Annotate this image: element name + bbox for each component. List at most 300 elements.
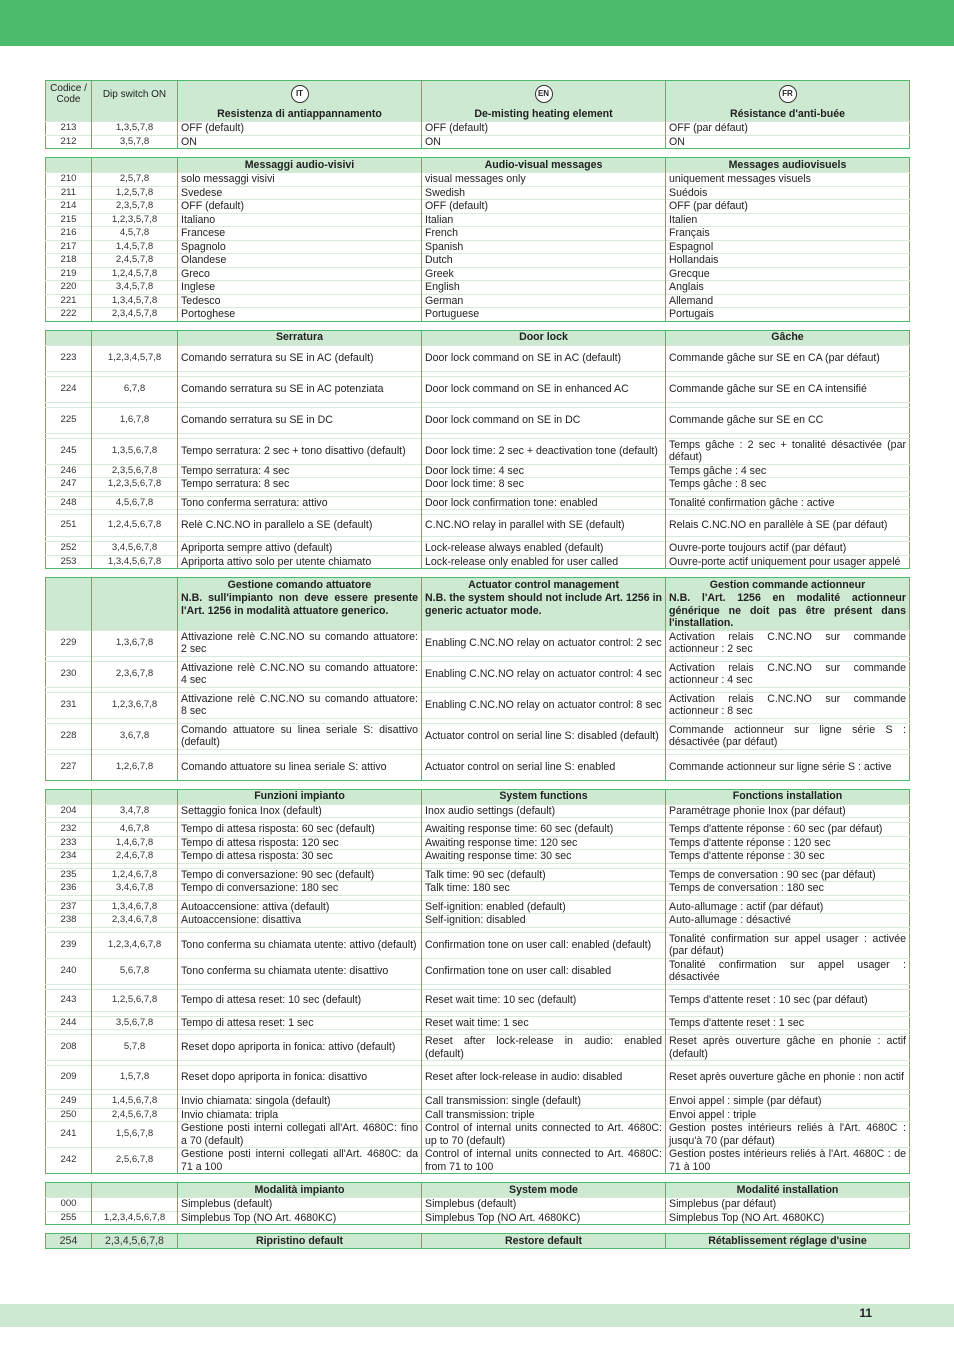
row-text-fr: Tonalité confirmation gâche : active xyxy=(666,496,910,510)
french-column-header xyxy=(666,81,910,108)
row-text-en: Call transmission: triple xyxy=(422,1108,666,1122)
row-text-it: Comando serratura su SE in DC xyxy=(178,407,422,433)
row-code: 247 xyxy=(46,478,92,492)
row-text-it: Tono conferma serratura: attivo xyxy=(178,496,422,510)
row-dip-switch: 1,2,4,6,7,8 xyxy=(92,868,178,882)
row-text-fr: Envoi appel : triple xyxy=(666,1108,910,1122)
row-text-en: Simplebus Top (NO Art. 4680KC) xyxy=(422,1211,666,1225)
table-row xyxy=(46,542,910,556)
row-dip-switch: 4,5,6,7,8 xyxy=(92,496,178,510)
row-text-it: Attivazione relè C.NC.NO su comando attuatore: 2 sec xyxy=(178,630,422,656)
row-text-en: Door lock command on SE in DC xyxy=(422,407,666,433)
table-row xyxy=(46,294,910,308)
section-title-row xyxy=(46,330,910,345)
row-text-it: Portoghese xyxy=(178,308,422,322)
row-text-it: Apriporta attivo solo per utente chiamato xyxy=(178,555,422,569)
row-text-en: Italian xyxy=(422,213,666,227)
row-text-it: Reset dopo apriporta in fonica: attivo (default) xyxy=(178,1035,422,1061)
row-dip-switch: 1,2,3,4,5,7,8 xyxy=(92,345,178,371)
row-text-en: Talk time: 90 sec (default) xyxy=(422,868,666,882)
section-dip-spacer xyxy=(92,107,178,122)
english-column-header xyxy=(422,81,666,108)
row-text-en: C.NC.NO relay in parallel with SE (default) xyxy=(422,515,666,537)
section-title-row xyxy=(46,158,910,173)
row-text-it: Spagnolo xyxy=(178,240,422,254)
row-text-en: Actuator control on serial line S: enabled xyxy=(422,754,666,780)
row-text-fr: Activation relais C.NC.NO sur commande actionneur : 8 sec xyxy=(666,692,910,718)
section-code-spacer xyxy=(46,1183,92,1198)
row-text-it: Tempo di conversazione: 180 sec xyxy=(178,882,422,896)
row-text-en: Call transmission: single (default) xyxy=(422,1095,666,1109)
row-code: 229 xyxy=(46,630,92,656)
section-code-spacer xyxy=(46,789,92,804)
table-row xyxy=(46,989,910,1011)
row-text-fr: Tonalité confirmation sur appel usager : activée (par défaut) xyxy=(666,932,910,958)
section-title-it: Resistenza di antiappannamento xyxy=(178,107,422,122)
row-code: 239 xyxy=(46,932,92,958)
row-dip-switch: 1,2,3,5,7,8 xyxy=(92,213,178,227)
row-dip-switch: 1,2,5,7,8 xyxy=(92,186,178,200)
row-text-fr: Temps d'attente réponse : 60 sec (par défaut) xyxy=(666,823,910,837)
row-dip-switch: 4,6,7,8 xyxy=(92,823,178,837)
note-code-spacer xyxy=(46,592,92,630)
note-dip-spacer xyxy=(92,592,178,630)
table-row xyxy=(46,882,910,896)
row-dip-switch: 5,6,7,8 xyxy=(92,958,178,984)
row-text-it: Gestione posti interni collegati all'Art. 4680C: da 71 a 100 xyxy=(178,1148,422,1174)
sections-container xyxy=(45,107,909,1225)
row-text-it: Tedesco xyxy=(178,294,422,308)
table-row xyxy=(46,438,910,464)
row-text-it: Tono conferma su chiamata utente: disattivo xyxy=(178,958,422,984)
row-dip-switch: 2,4,6,7,8 xyxy=(92,850,178,864)
row-code: 212 xyxy=(46,135,92,149)
row-text-en: Door lock time: 2 sec + deactivation tone (default) xyxy=(422,438,666,464)
row-text-fr: Ouvre-porte toujours actif (par défaut) xyxy=(666,542,910,556)
row-text-en: Inox audio settings (default) xyxy=(422,804,666,818)
row-text-it: Invio chiamata: tripla xyxy=(178,1108,422,1122)
row-text-fr: Hollandais xyxy=(666,254,910,268)
row-text-en: Awaiting response time: 30 sec xyxy=(422,850,666,864)
row-text-it: Tempo di conversazione: 90 sec (default) xyxy=(178,868,422,882)
row-dip-switch: 1,2,3,5,6,7,8 xyxy=(92,478,178,492)
row-code: 220 xyxy=(46,281,92,295)
row-text-it: Simplebus (default) xyxy=(178,1198,422,1212)
row-text-en: Door lock command on SE in enhanced AC xyxy=(422,376,666,402)
row-code: 245 xyxy=(46,438,92,464)
table-row xyxy=(46,661,910,687)
row-text-fr: ON xyxy=(666,135,910,149)
row-code: 217 xyxy=(46,240,92,254)
dip-column-header: Dip switch ON xyxy=(92,81,178,108)
table-row xyxy=(46,227,910,241)
table-row xyxy=(46,308,910,322)
row-text-fr: Commande actionneur sur ligne série S : désactivée (par défaut) xyxy=(666,723,910,749)
row-text-en: Confirmation tone on user call: disabled xyxy=(422,958,666,984)
row-code: 227 xyxy=(46,754,92,780)
row-code: 231 xyxy=(46,692,92,718)
row-text-fr: Auto-allumage : actif (par défaut) xyxy=(666,900,910,914)
row-text-fr: Suédois xyxy=(666,186,910,200)
table-row xyxy=(46,464,910,478)
table-row xyxy=(46,1198,910,1212)
row-text-en: Awaiting response time: 60 sec (default) xyxy=(422,823,666,837)
row-code: 214 xyxy=(46,200,92,214)
row-dip-switch: 1,3,6,7,8 xyxy=(92,630,178,656)
section-dip-spacer xyxy=(92,1183,178,1198)
row-code: 204 xyxy=(46,804,92,818)
row-text-it: Tempo di attesa risposta: 120 sec xyxy=(178,836,422,850)
section-title-row xyxy=(46,1183,910,1198)
row-text-en: English xyxy=(422,281,666,295)
row-text-fr: Relais C.NC.NO en parallèle à SE (par défaut) xyxy=(666,515,910,537)
section-code-spacer xyxy=(46,578,92,593)
section-note-it: N.B. sull'impianto non deve essere presente l'Art. 1256 in modalità attuatore generico. xyxy=(178,592,422,630)
settings-section-table xyxy=(45,330,910,570)
reset-fr: Rétablissement réglage d'usine xyxy=(666,1234,910,1249)
row-text-it: Autoaccensione: disattiva xyxy=(178,914,422,928)
section-title-fr: Fonctions installation xyxy=(666,789,910,804)
row-text-fr: Reset après ouverture gâche en phonie : non actif xyxy=(666,1066,910,1090)
row-dip-switch: 1,3,4,6,7,8 xyxy=(92,900,178,914)
section-title-it: Modalità impianto xyxy=(178,1183,422,1198)
section-dip-spacer xyxy=(92,158,178,173)
row-text-fr: Activation relais C.NC.NO sur commande actionneur : 2 sec xyxy=(666,630,910,656)
row-text-it: Francese xyxy=(178,227,422,241)
page-number: 11 xyxy=(859,1306,872,1320)
row-text-en: Lock-release always enabled (default) xyxy=(422,542,666,556)
row-code: 252 xyxy=(46,542,92,556)
settings-section-table xyxy=(45,107,910,149)
row-text-it: Attivazione relè C.NC.NO su comando attuatore: 4 sec xyxy=(178,661,422,687)
row-dip-switch: 3,4,7,8 xyxy=(92,804,178,818)
table-row xyxy=(46,692,910,718)
row-text-en: OFF (default) xyxy=(422,122,666,136)
table-header xyxy=(45,80,910,108)
row-text-fr: OFF (par défaut) xyxy=(666,122,910,136)
row-text-fr: Ouvre-porte actif uniquement pour usager appelé xyxy=(666,555,910,569)
row-text-it: ON xyxy=(178,135,422,149)
table-row xyxy=(46,200,910,214)
bottom-color-band xyxy=(0,1304,954,1327)
section-title-en: De-misting heating element xyxy=(422,107,666,122)
section-title-fr: Gâche xyxy=(666,330,910,345)
row-code: 232 xyxy=(46,823,92,837)
section-title-en: Actuator control management xyxy=(422,578,666,593)
row-text-fr: Auto-allumage : désactivé xyxy=(666,914,910,928)
row-text-it: Invio chiamata: singola (default) xyxy=(178,1095,422,1109)
row-code: 236 xyxy=(46,882,92,896)
table-row xyxy=(46,1095,910,1109)
reset-default-table xyxy=(45,1233,910,1249)
row-text-fr: Temps d'attente reset : 1 sec xyxy=(666,1016,910,1030)
row-dip-switch: 3,5,6,7,8 xyxy=(92,1016,178,1030)
row-code: 233 xyxy=(46,836,92,850)
table-row xyxy=(46,823,910,837)
row-text-en: Enabling C.NC.NO relay on actuator control: 8 sec xyxy=(422,692,666,718)
row-text-fr: Temps gâche : 4 sec xyxy=(666,464,910,478)
table-row xyxy=(46,345,910,371)
table-row xyxy=(46,1066,910,1090)
section-dip-spacer xyxy=(92,578,178,593)
row-dip-switch: 1,5,7,8 xyxy=(92,1066,178,1090)
reset-en: Restore default xyxy=(422,1234,666,1249)
row-code: 249 xyxy=(46,1095,92,1109)
row-dip-switch: 1,4,6,7,8 xyxy=(92,836,178,850)
row-code: 224 xyxy=(46,376,92,402)
row-text-en: Swedish xyxy=(422,186,666,200)
table-row xyxy=(46,515,910,537)
table-row xyxy=(46,407,910,433)
row-text-en: Control of internal units connected to Art. 4680C: from 71 to 100 xyxy=(422,1148,666,1174)
section-title-fr: Gestion commande actionneur xyxy=(666,578,910,593)
row-text-it: Tempo serratura: 2 sec + tono disattivo (default) xyxy=(178,438,422,464)
row-code: 230 xyxy=(46,661,92,687)
row-text-fr: Temps de conversation : 180 sec xyxy=(666,882,910,896)
row-dip-switch: 6,7,8 xyxy=(92,376,178,402)
table-row xyxy=(46,213,910,227)
row-code: 228 xyxy=(46,723,92,749)
table-row xyxy=(46,478,910,492)
row-dip-switch: 1,5,6,7,8 xyxy=(92,1122,178,1148)
row-dip-switch: 1,4,5,6,7,8 xyxy=(92,1095,178,1109)
row-text-it: solo messaggi visivi xyxy=(178,173,422,187)
row-text-it: Tempo serratura: 8 sec xyxy=(178,478,422,492)
row-text-en: Dutch xyxy=(422,254,666,268)
row-text-it: Tempo di attesa risposta: 30 sec xyxy=(178,850,422,864)
section-title-en: Audio-visual messages xyxy=(422,158,666,173)
row-code: 213 xyxy=(46,122,92,136)
row-text-fr: Espagnol xyxy=(666,240,910,254)
table-row xyxy=(46,1122,910,1148)
table-row xyxy=(46,267,910,281)
row-text-en: Self-ignition: enabled (default) xyxy=(422,900,666,914)
table-row xyxy=(46,836,910,850)
row-text-it: Tempo di attesa reset: 10 sec (default) xyxy=(178,989,422,1011)
row-text-en: Reset wait time: 10 sec (default) xyxy=(422,989,666,1011)
table-row xyxy=(46,1016,910,1030)
row-text-en: Self-ignition: disabled xyxy=(422,914,666,928)
row-text-it: Greco xyxy=(178,267,422,281)
row-text-it: Tempo serratura: 4 sec xyxy=(178,464,422,478)
row-code: 000 xyxy=(46,1198,92,1212)
row-dip-switch: 1,4,5,7,8 xyxy=(92,240,178,254)
row-dip-switch: 2,5,7,8 xyxy=(92,173,178,187)
section-title-fr: Résistance d'anti-buée xyxy=(666,107,910,122)
section-title-row xyxy=(46,789,910,804)
row-text-fr: Activation relais C.NC.NO sur commande actionneur : 4 sec xyxy=(666,661,910,687)
row-text-fr: OFF (par défaut) xyxy=(666,200,910,214)
row-code: 208 xyxy=(46,1035,92,1061)
row-text-fr: Temps de conversation : 90 sec (par défaut) xyxy=(666,868,910,882)
row-text-fr: Paramétrage phonie Inox (par défaut) xyxy=(666,804,910,818)
settings-section-table xyxy=(45,577,910,781)
table-row xyxy=(46,186,910,200)
table-row xyxy=(46,254,910,268)
row-dip-switch: 1,3,5,6,7,8 xyxy=(92,438,178,464)
row-dip-switch: 2,3,5,7,8 xyxy=(92,200,178,214)
row-text-en: Awaiting response time: 120 sec xyxy=(422,836,666,850)
row-text-en: Actuator control on serial line S: disabled (default) xyxy=(422,723,666,749)
row-text-fr: Tonalité confirmation sur appel usager : désactivée xyxy=(666,958,910,984)
row-dip-switch: 2,4,5,7,8 xyxy=(92,254,178,268)
row-text-it: Italiano xyxy=(178,213,422,227)
row-text-fr: Commande gâche sur SE en CC xyxy=(666,407,910,433)
row-dip-switch: 3,6,7,8 xyxy=(92,723,178,749)
row-text-it: Comando serratura su SE in AC (default) xyxy=(178,345,422,371)
row-text-fr: Temps d'attente réponse : 30 sec xyxy=(666,850,910,864)
row-text-en: Lock-release only enabled for user called xyxy=(422,555,666,569)
row-code: 235 xyxy=(46,868,92,882)
row-code: 237 xyxy=(46,900,92,914)
row-text-it: Comando attuatore su linea seriale S: attivo xyxy=(178,754,422,780)
row-dip-switch: 3,4,5,6,7,8 xyxy=(92,542,178,556)
row-code: 234 xyxy=(46,850,92,864)
table-row xyxy=(46,850,910,864)
row-dip-switch xyxy=(92,1198,178,1212)
row-code: 210 xyxy=(46,173,92,187)
section-title-en: System functions xyxy=(422,789,666,804)
row-text-fr: Simplebus Top (NO Art. 4680KC) xyxy=(666,1211,910,1225)
row-text-fr: Italien xyxy=(666,213,910,227)
row-text-it: Reset dopo apriporta in fonica: disattivo xyxy=(178,1066,422,1090)
row-code: 251 xyxy=(46,515,92,537)
row-text-fr: Envoi appel : simple (par défaut) xyxy=(666,1095,910,1109)
row-code: 209 xyxy=(46,1066,92,1090)
row-text-en: Reset after lock-release in audio: disabled xyxy=(422,1066,666,1090)
section-title-en: System mode xyxy=(422,1183,666,1198)
settings-section-table xyxy=(45,789,910,1175)
reset-dip: 2,3,4,5,6,7,8 xyxy=(92,1234,178,1249)
section-title-it: Funzioni impianto xyxy=(178,789,422,804)
table-row xyxy=(46,958,910,984)
section-title-row xyxy=(46,578,910,593)
reset-code: 254 xyxy=(46,1234,92,1249)
table-row xyxy=(46,914,910,928)
section-title-it: Gestione comando attuatore xyxy=(178,578,422,593)
row-text-it: Tempo di attesa risposta: 60 sec (default) xyxy=(178,823,422,837)
row-text-en: ON xyxy=(422,135,666,149)
table-row xyxy=(46,122,910,136)
section-title-en: Door lock xyxy=(422,330,666,345)
row-dip-switch: 1,2,3,4,6,7,8 xyxy=(92,932,178,958)
row-code: 240 xyxy=(46,958,92,984)
top-color-band xyxy=(0,0,954,46)
row-text-it: Settaggio fonica Inox (default) xyxy=(178,804,422,818)
row-dip-switch: 3,5,7,8 xyxy=(92,135,178,149)
france-language-icon: FR xyxy=(779,85,797,103)
row-code: 211 xyxy=(46,186,92,200)
row-text-fr: Gestion postes intérieurs reliés à l'Art. 4680C : jusqu'à 70 (par défaut) xyxy=(666,1122,910,1148)
row-text-fr: Temps gâche : 2 sec + tonalité désactivée (par défaut) xyxy=(666,438,910,464)
row-text-en: Portuguese xyxy=(422,308,666,322)
row-code: 244 xyxy=(46,1016,92,1030)
row-text-it: Svedese xyxy=(178,186,422,200)
table-row xyxy=(46,804,910,818)
row-dip-switch: 1,3,4,5,6,7,8 xyxy=(92,555,178,569)
row-text-fr: Anglais xyxy=(666,281,910,295)
section-title-row xyxy=(46,107,910,122)
row-code: 215 xyxy=(46,213,92,227)
row-code: 238 xyxy=(46,914,92,928)
row-text-it: Attivazione relè C.NC.NO su comando attuatore: 8 sec xyxy=(178,692,422,718)
row-text-en: Control of internal units connected to Art. 4680C: up to 70 (default) xyxy=(422,1122,666,1148)
row-dip-switch: 4,5,7,8 xyxy=(92,227,178,241)
section-title-it: Messaggi audio-visivi xyxy=(178,158,422,173)
row-text-fr: Temps d'attente réponse : 120 sec xyxy=(666,836,910,850)
row-dip-switch: 2,3,5,6,7,8 xyxy=(92,464,178,478)
row-dip-switch: 1,2,3,6,7,8 xyxy=(92,692,178,718)
row-text-en: Spanish xyxy=(422,240,666,254)
row-text-en: OFF (default) xyxy=(422,200,666,214)
code-column-header: Codice / Code xyxy=(46,81,92,108)
table-row xyxy=(46,555,910,569)
reset-it: Ripristino default xyxy=(178,1234,422,1249)
row-text-it: Simplebus Top (NO Art. 4680KC) xyxy=(178,1211,422,1225)
row-dip-switch: 3,4,5,7,8 xyxy=(92,281,178,295)
section-dip-spacer xyxy=(92,789,178,804)
row-code: 218 xyxy=(46,254,92,268)
table-row xyxy=(46,754,910,780)
row-dip-switch: 1,6,7,8 xyxy=(92,407,178,433)
section-note-en: N.B. the system should not include Art. 1256 in generic actuator mode. xyxy=(422,592,666,630)
row-text-fr: Grecque xyxy=(666,267,910,281)
section-title-it: Serratura xyxy=(178,330,422,345)
row-text-en: Confirmation tone on user call: enabled (default) xyxy=(422,932,666,958)
row-code: 219 xyxy=(46,267,92,281)
row-code: 225 xyxy=(46,407,92,433)
italian-column-header xyxy=(178,81,422,108)
row-text-fr: Simplebus (par défaut) xyxy=(666,1198,910,1212)
table-row xyxy=(46,240,910,254)
table-row xyxy=(46,1108,910,1122)
row-dip-switch: 1,3,5,7,8 xyxy=(92,122,178,136)
table-row xyxy=(46,496,910,510)
row-code: 253 xyxy=(46,555,92,569)
row-text-en: Door lock command on SE in AC (default) xyxy=(422,345,666,371)
row-code: 216 xyxy=(46,227,92,241)
section-title-fr: Modalité installation xyxy=(666,1183,910,1198)
row-code: 221 xyxy=(46,294,92,308)
english-language-icon: EN xyxy=(535,85,553,103)
row-code: 246 xyxy=(46,464,92,478)
row-text-it: Autoaccensione: attiva (default) xyxy=(178,900,422,914)
row-text-fr: Portugais xyxy=(666,308,910,322)
table-row xyxy=(46,281,910,295)
row-code: 250 xyxy=(46,1108,92,1122)
row-text-en: Talk time: 180 sec xyxy=(422,882,666,896)
section-note-fr: N.B. l'Art. 1256 en modalité actionneur générique ne doit pas être présent dans l'installation. xyxy=(666,592,910,630)
row-dip-switch: 5,7,8 xyxy=(92,1035,178,1061)
row-dip-switch: 2,3,6,7,8 xyxy=(92,661,178,687)
row-code: 255 xyxy=(46,1211,92,1225)
row-text-it: Gestione posti interni collegati all'Art. 4680C: fino a 70 (default) xyxy=(178,1122,422,1148)
settings-section-table xyxy=(45,1182,910,1225)
table-row xyxy=(46,173,910,187)
section-dip-spacer xyxy=(92,330,178,345)
row-text-it: Relè C.NC.NO in parallelo a SE (default) xyxy=(178,515,422,537)
row-text-fr: Français xyxy=(666,227,910,241)
row-text-it: Olandese xyxy=(178,254,422,268)
row-text-en: Reset after lock-release in audio: enabled (default) xyxy=(422,1035,666,1061)
row-text-en: Reset wait time: 1 sec xyxy=(422,1016,666,1030)
row-text-en: Door lock time: 4 sec xyxy=(422,464,666,478)
row-text-fr: uniquement messages visuels xyxy=(666,173,910,187)
row-text-it: OFF (default) xyxy=(178,200,422,214)
row-dip-switch: 1,2,5,6,7,8 xyxy=(92,989,178,1011)
row-text-fr: Gestion postes intérieurs reliés à l'Art. 4680C : de 71 à 100 xyxy=(666,1148,910,1174)
italy-language-icon: IT xyxy=(291,85,309,103)
